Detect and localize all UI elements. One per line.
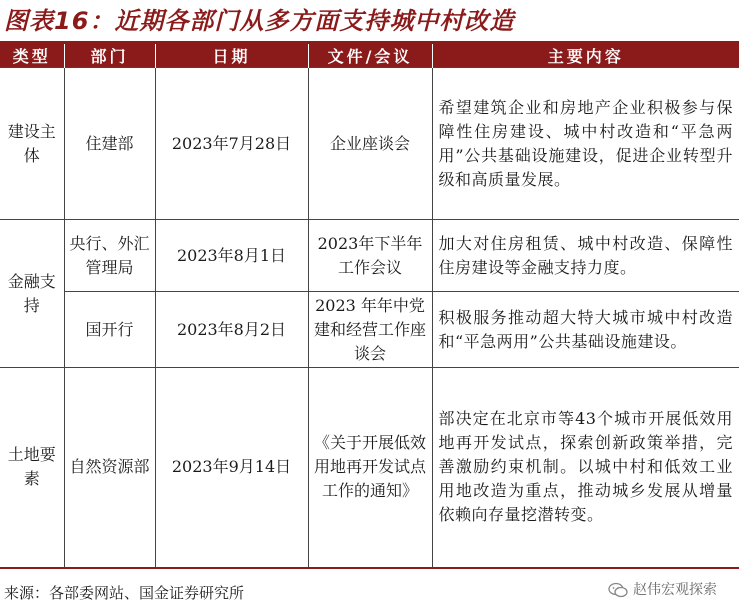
department-cell: 国开行 — [64, 292, 155, 368]
header-department: 部门 — [64, 44, 155, 68]
department-cell: 自然资源部 — [64, 368, 155, 568]
content-cell: 部决定在北京市等43个城市开展低效用地再开发试点，探索创新政策举措，完善激励约束机制。以城中村和低效工业用地改造为重点，推动城乡发展从增量依赖向存量挖潜转变。 — [432, 368, 739, 568]
figure-title: 图表16：近期各部门从多方面支持城中村改造 — [4, 7, 515, 35]
watermark-text: 赵伟宏观探索 — [633, 582, 717, 598]
wechat-icon — [608, 582, 628, 598]
document-cell: 《关于开展低效用地再开发试点工作的通知》 — [308, 368, 432, 568]
table-row — [0, 68, 739, 220]
document-cell: 企业座谈会 — [308, 68, 432, 220]
document-cell: 2023 年年中党建和经营工作座谈会 — [308, 292, 432, 368]
header-content: 主要内容 — [432, 44, 739, 68]
date-cell: 2023年7月28日 — [155, 68, 308, 220]
header-document: 文件/会议 — [308, 44, 432, 68]
document-cell: 2023年下半年工作会议 — [308, 220, 432, 292]
policy-table — [0, 44, 739, 569]
table-header-row — [0, 44, 739, 68]
type-cell: 土地要素 — [0, 368, 64, 568]
table-row — [0, 368, 739, 568]
table-row — [0, 292, 739, 368]
content-cell: 希望建筑企业和房地产企业积极参与保障性住房建设、城中村改造和“平急两用”公共基础设施建设，促进企业转型升级和高质量发展。 — [432, 68, 739, 220]
type-cell: 建设主体 — [0, 68, 64, 220]
department-cell: 住建部 — [64, 68, 155, 220]
header-date: 日期 — [155, 44, 308, 68]
type-cell: 金融支持 — [0, 220, 64, 368]
source-note: 来源：各部委网站、国金证券研究所 — [4, 584, 245, 602]
table-row — [0, 220, 739, 292]
watermark — [608, 578, 717, 602]
header-type: 类型 — [0, 44, 64, 68]
department-cell: 央行、外汇管理局 — [64, 220, 155, 292]
date-cell: 2023年8月2日 — [155, 292, 308, 368]
date-cell: 2023年8月1日 — [155, 220, 308, 292]
content-cell: 积极服务推动超大特大城市城中村改造和“平急两用”公共基础设施建设。 — [432, 292, 739, 368]
content-cell: 加大对住房租赁、城中村改造、保障性住房建设等金融支持力度。 — [432, 220, 739, 292]
date-cell: 2023年9月14日 — [155, 368, 308, 568]
